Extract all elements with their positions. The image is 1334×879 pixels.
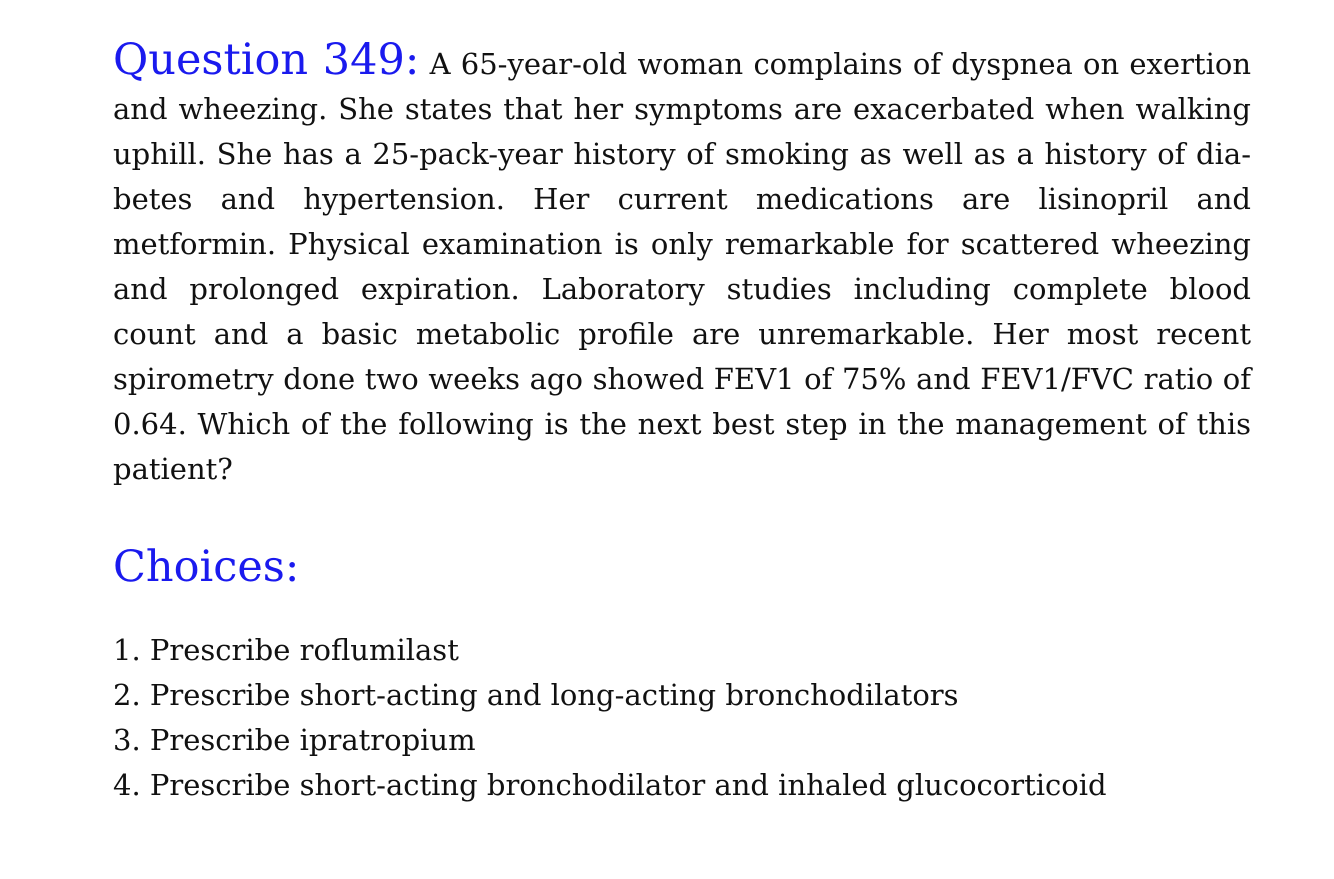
- choice-item-1: 1. Prescribe roflumilast: [113, 633, 459, 667]
- question-label: Question 349:: [113, 35, 420, 85]
- choice-list: [113, 628, 1251, 808]
- choice-item-4: 4. Prescribe short-acting bronchodilator and inhaled glucocorticoid: [113, 768, 1107, 802]
- choices-heading: Choices:: [113, 542, 300, 592]
- choice-item-2: 2. Prescribe short-acting and long-acting bronchodilators: [113, 678, 959, 712]
- choice-item-3: 3. Prescribe ipratropium: [113, 723, 476, 757]
- question-paragraph: [113, 35, 1251, 492]
- question-text: A 65-year-old woman complains of dyspnea on exertion and wheezing. She states that her symptoms are exacerbated when walking uphill. She has a 25-pack-year history of smoking as well as a history of diabetes and hypertension. Her current medications are lisinopril and metformin. Physical examination is only remarkable for scattered wheezing and prolonged expiration. Laboratory studies including complete blood count and a basic metabolic profile are unremarkable. Her most recent spirometry done two weeks ago showed FEV1 of 75% and FEV1/FVC ratio of 0.64. Which of the following is the next best step in the management of this patient?: [113, 47, 1251, 486]
- question-page: [113, 35, 1251, 808]
